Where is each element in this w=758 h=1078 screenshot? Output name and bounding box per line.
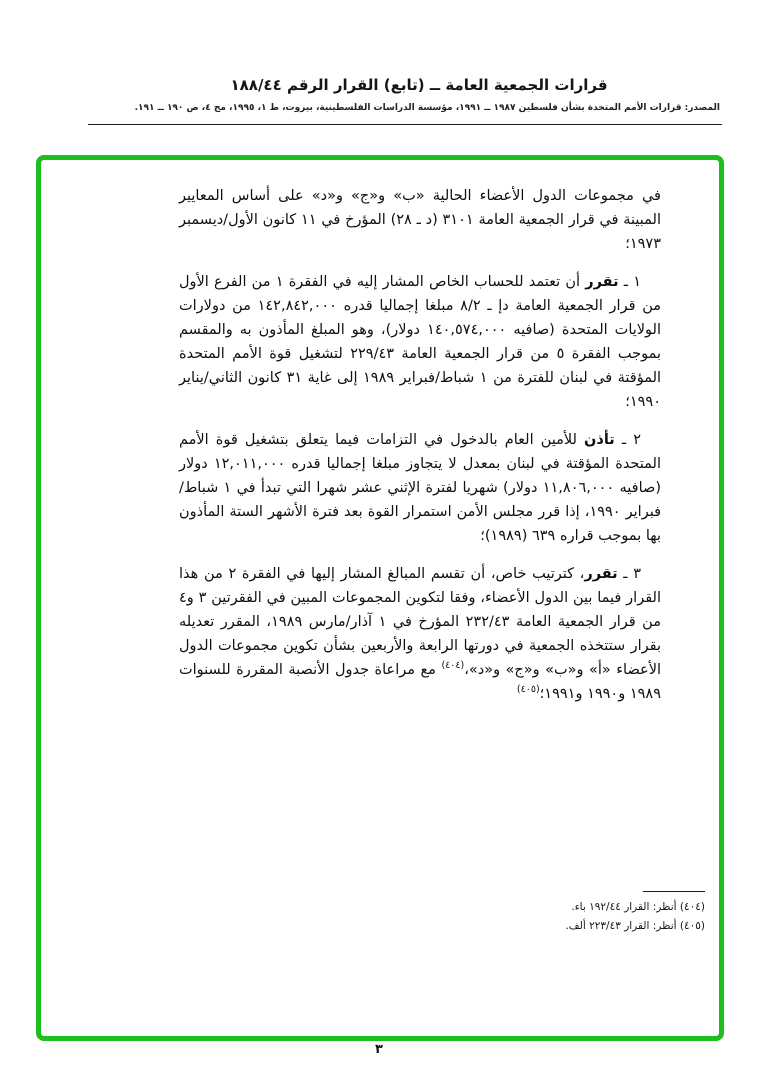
footnote-404: (٤٠٤) أنظر: القرار ١٩٢/٤٤ باء. [571, 901, 705, 913]
paragraph-text: للأمين العام بالدخول في التزامات فيما يتعلق بتشغيل قوة الأمم المتحدة المؤقتة في لبنان بمعدل لا يتجاوز مبلغا إجماليا قدره ١٢,٠١١,٠٠٠ دولار (صافيه ١١,٨٠٦,٠٠٠ دولار) شهريا لفترة الإثني عشر شهرا التي تبدأ في ١ شباط/فبراير ١٩٩٠، إذا قرر مجلس الأمن استمرار القوة بعد فترة الأشهر الستة المأذون بها بموجب قراره ٦٣٩ (١٩٨٩)؛ [179, 432, 662, 544]
paragraph-number: ٣ ـ [617, 566, 641, 582]
resolution-body [179, 184, 661, 720]
paragraph-intro [179, 184, 661, 256]
operative-verb: تقرر [584, 566, 618, 582]
footnote-405: (٤٠٥) أنظر: القرار ٢٢٣/٤٣ ألف. [565, 920, 705, 932]
paragraph-1 [179, 270, 661, 414]
operative-verb: تقرر [585, 274, 619, 290]
footnote-ref-405: (٤٠٥) [516, 684, 540, 696]
paragraph-text: أن تعتمد للحساب الخاص المشار إليه في الفقرة ١ من الفرع الأول من قرار الجمعية العامة دإ ـ ٨/٢ مبلغا إجماليا قدره ١٤٢,٨٤٢,٠٠٠ من دولارات الولايات المتحدة (صافيه ١٤٠,٥٧٤,٠٠٠ دولار)، وهو المبلغ المأذون به والمقسم بموجب الفقرة ٥ من قرار الجمعية العامة ٢٢٩/٤٣ لتشغيل قوة الأمم المتحدة المؤقتة في لبنان للفترة من ١ شباط/فبراير ١٩٨٩ إلى غاية ٣١ كانون الثاني/يناير ١٩٩٠؛ [179, 274, 662, 410]
page-number: ٣ [375, 1042, 383, 1057]
paragraph-text: ، كترتيب خاص، أن تقسم المبالغ المشار إليها في الفقرة ٢ من هذا القرار فيما بين الدول الأعضاء، وفقا لتكوين المجموعات المبين في الفقرتين ٣ و٤ من قرار الجمعية العامة ٢٣٢/٤٣ المؤرخ في ١ آذار/مارس ١٩٨٩، المقرر تعديله بقرار ستتخذه الجمعية في دورتها الرابعة والأربعين بشأن تكوين مجموعات الدول الأعضاء «أ» و«ب» و«ج» و«د»، [179, 566, 661, 678]
paragraph-number: ١ ـ [618, 274, 642, 290]
paragraph-number: ٢ ـ [614, 432, 641, 448]
footnote-divider [643, 891, 705, 892]
document-title: قرارات الجمعية العامة ــ (تابع) القرار الرقم ١٨٨/٤٤ [230, 76, 608, 94]
source-line: المصدر: قرارات الأمم المتحدة بشأن فلسطين ١٩٨٧ ــ ١٩٩١، مؤسسة الدراسات الفلسطينية، بيروت، ط ١، ١٩٩٥، مج ٤، ص ١٩٠ ــ ١٩١. [134, 103, 720, 113]
paragraph-3 [179, 562, 661, 706]
resolution-highlight-box [36, 155, 724, 1041]
operative-verb: تأذن [584, 432, 615, 448]
paragraph-text: مع مراعاة جدول الأنصبة المقررة للسنوات ١٩٨٩ و١٩٩٠ و١٩٩١؛ [179, 662, 661, 702]
footnote-ref-404: (٤٠٤) [441, 660, 465, 672]
header-divider [88, 124, 722, 125]
paragraph-text: في مجموعات الدول الأعضاء الحالية «ب» و«ج» و«د» على أساس المعايير المبينة في قرار الجمعية العامة ٣١٠١ (د ـ ٢٨) المؤرخ في ١١ كانون الأول/ديسمبر ١٩٧٣؛ [179, 188, 661, 252]
footnotes-section [473, 891, 705, 936]
paragraph-2 [179, 428, 661, 548]
